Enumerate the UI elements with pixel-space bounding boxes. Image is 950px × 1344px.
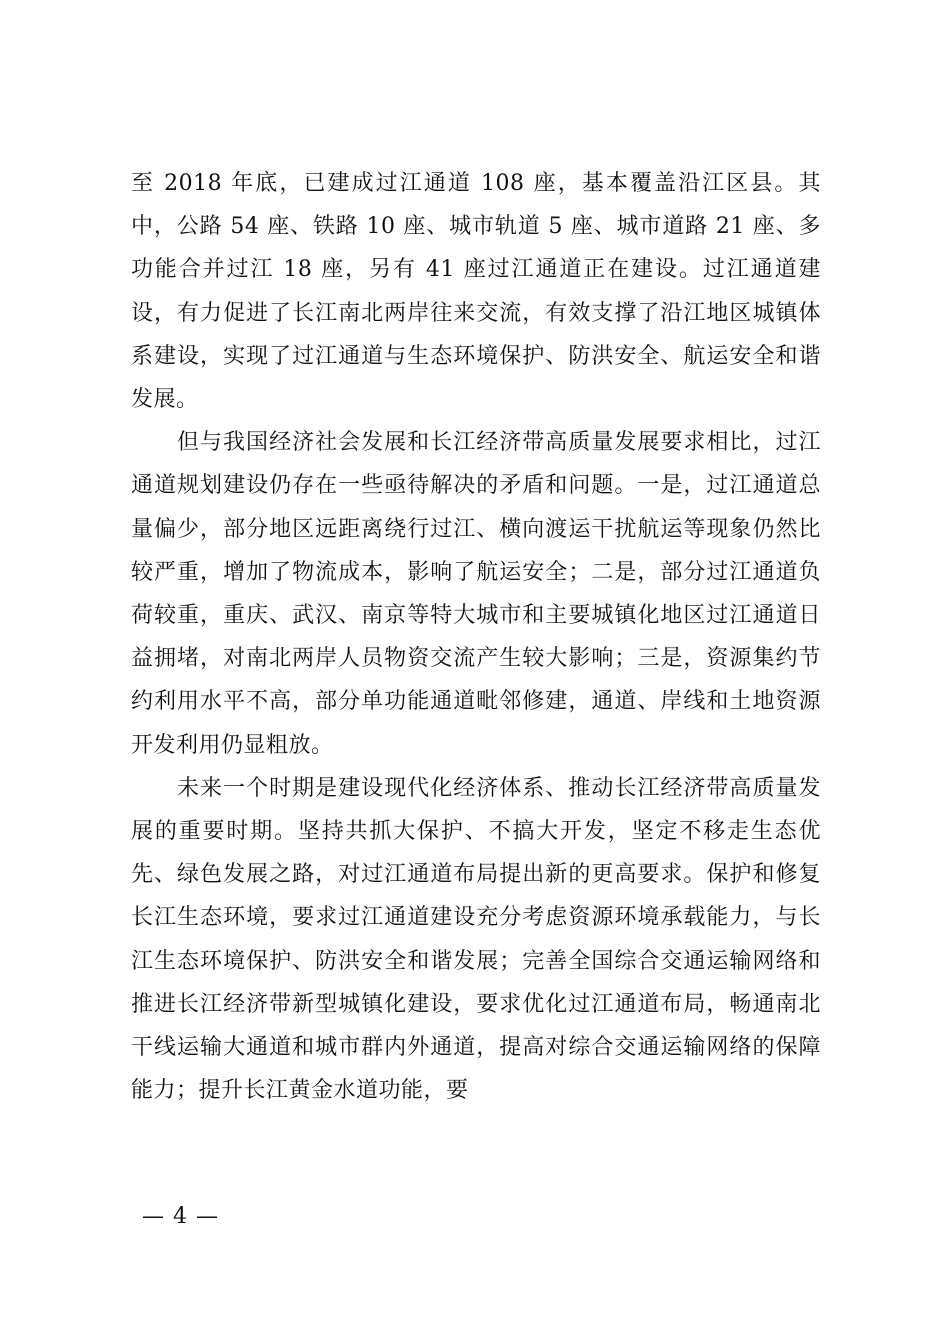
paragraph-existing-problems: 但与我国经济社会发展和长江经济带高质量发展要求相比，过江通道规划建设仍存在一些亟待解决的矛盾和问题。一是，过江通道总量偏少，部分地区远距离绕行过江、横向渡运干扰航运等现象仍然比较严重，增加了物流成本，影响了航运安全；二是，部分过江通道负荷较重，重庆、武汉、南京等特大城市和主要城镇化地区过江通道日益拥堵，对南北两岸人员物资交流产生较大影响；三是，资源集约节约利用水平不高，部分单功能通道毗邻修建，通道、岸线和土地资源开发利用仍显粗放。 <box>131 430 821 758</box>
paragraph-crossing-statistics: 至 2018 年底，已建成过江通道 108 座，基本覆盖沿江区县。其中，公路 54 座、铁路 10 座、城市轨道 5 座、城市道路 21 座、多功能合并过江 18 座，另有 41 座过江通道正在建设。过江通道建设，有力促进了长江南北两岸往来交流，有效支撑了沿江地区城镇体系建设，实现了过江通道与生态环境保护、防洪安全、航运安全和谐发展。 <box>131 171 821 413</box>
paragraph-future-requirements: 未来一个时期是建设现代化经济体系、推动长江经济带高质量发展的重要时期。坚持共抓大保护、不搞大开发，坚定不移走生态优先、绿色发展之路，对过江通道布局提出新的更高要求。保护和修复长江生态环境，要求过江通道建设充分考虑资源环境承载能力，与长江生态环境保护、防洪安全和谐发展；完善全国综合交通运输网络和推进长江经济带新型城镇化建设，要求优化过江通道布局，畅通南北干线运输大通道和城市群内外通道，提高对综合交通运输网络的保障能力；提升长江黄金水道功能，要 <box>131 775 821 1104</box>
page-number: — 4 — <box>142 1204 219 1229</box>
document-body <box>131 162 821 1112</box>
